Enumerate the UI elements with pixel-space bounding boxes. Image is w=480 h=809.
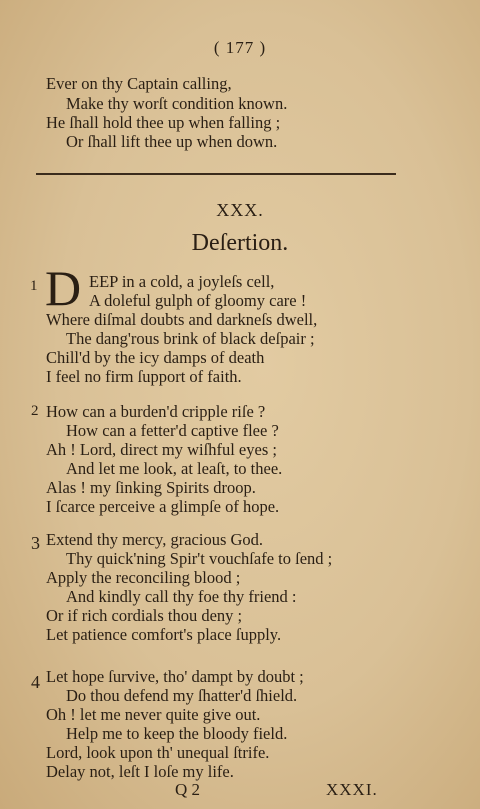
verse-line: And let me look, at leaſt, to thee. — [66, 459, 283, 478]
stanza-number: 1 — [30, 278, 38, 294]
hymn-number: XXX. — [216, 200, 264, 220]
verse-line: Or if rich cordials thou deny ; — [46, 606, 243, 625]
drop-capital: D — [45, 260, 82, 316]
verse-line: A doleful gulph of gloomy care ! — [89, 291, 307, 310]
verse-line: Help me to keep the bloody field. — [66, 724, 288, 743]
verse-line: Extend thy mercy, gracious God. — [46, 530, 264, 549]
verse-line: Delay not, leſt I loſe my life. — [46, 762, 234, 781]
verse-line: Apply the reconciling blood ; — [46, 568, 241, 587]
verse-line: How can a burden'd cripple riſe ? — [46, 402, 266, 421]
verse-line: Lord, look upon th' unequal ſtrife. — [46, 743, 270, 762]
verse-line: EEP in a cold, a joyleſs cell, — [89, 272, 275, 291]
verse-line: How can a fetter'd captive flee ? — [66, 421, 279, 440]
verse-line: Let hope ſurvive, tho' dampt by doubt ; — [46, 667, 304, 686]
verse-line: Where diſmal doubts and darkneſs dwell, — [46, 310, 318, 329]
verse-line: Or ſhall lift thee up when down. — [66, 132, 278, 151]
verse-line: Thy quick'ning Spir't vouchſafe to ſend ; — [66, 549, 333, 568]
stanza-number: 3 — [31, 533, 40, 553]
verse-line: I ſcarce perceive a glimpſe of hope. — [46, 497, 280, 516]
verse-line: Ah ! Lord, direct my wiſhful eyes ; — [46, 440, 277, 459]
verse-line: I feel no firm ſupport of faith. — [46, 367, 242, 386]
verse-line: Chill'd by the icy damps of death — [46, 348, 265, 367]
verse-line: Make thy worſt condition known. — [66, 94, 288, 113]
verse-line: Ever on thy Captain calling, — [46, 74, 232, 93]
hymn-title: Deſertion. — [191, 230, 289, 256]
signature-mark: Q 2 — [175, 780, 201, 799]
verse-line: The dang'rous brink of black deſpair ; — [66, 329, 315, 348]
verse-line: Alas ! my ſinking Spirits droop. — [46, 478, 256, 497]
catchword: XXXI. — [326, 780, 378, 799]
verse-line: And kindly call thy foe thy friend : — [66, 587, 297, 606]
verse-line: Do thou defend my ſhatter'd ſhield. — [66, 686, 298, 705]
page-number: ( 177 ) — [213, 38, 267, 57]
stanza-number: 2 — [31, 403, 39, 419]
section-divider — [36, 173, 396, 175]
stanza-number: 4 — [31, 672, 40, 692]
verse-line: Let patience comfort's place ſupply. — [46, 625, 282, 644]
verse-line: Oh ! let me never quite give out. — [46, 705, 261, 724]
verse-line: He ſhall hold thee up when falling ; — [46, 113, 281, 132]
